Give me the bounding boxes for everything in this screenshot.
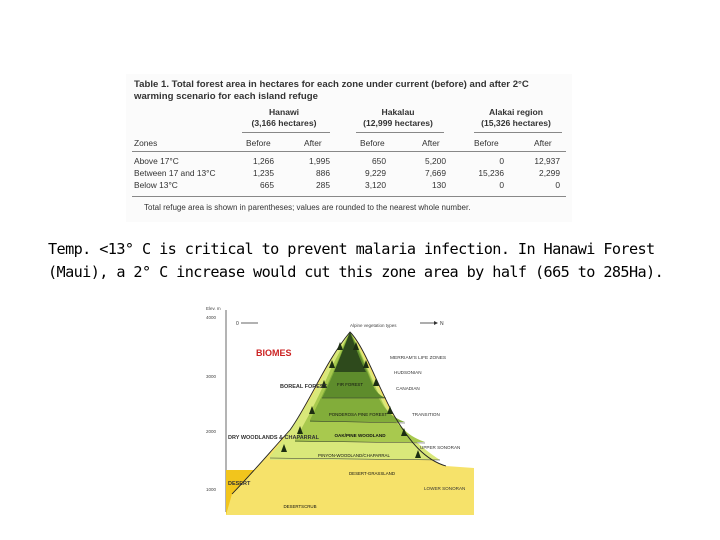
region-header-hanawi <box>234 107 334 129</box>
table-note: Total refuge area is shown in parentheses; values are rounded to the nearest whole number. <box>144 203 471 212</box>
table-title-line1: Table 1. Total forest area in hectares for each zone under current (before) and after 2°C <box>134 79 529 90</box>
after-header: After <box>304 138 322 148</box>
table-title <box>134 79 564 103</box>
dry-woodlands-label: DRY WOODLANDS & CHAPARRAL <box>228 435 319 441</box>
table-cell: 5,200 <box>425 156 446 166</box>
before-header: Before <box>246 138 271 148</box>
biomes-title: BIOMES <box>256 348 292 358</box>
before-header: Before <box>474 138 499 148</box>
table-cell: 886 <box>316 168 330 178</box>
forest-area-table <box>126 74 572 222</box>
belt-label: DESERTSCRUB <box>283 504 317 509</box>
region-rule <box>474 132 562 133</box>
table-cell: 12,937 <box>534 156 560 166</box>
arrow-left-label: 0 <box>236 321 239 327</box>
belt-label: PINYON-WOODLAND/CHAPARRAL <box>318 453 390 458</box>
elevation-axis-label: Elev. m <box>206 306 221 311</box>
elev-tick: 3000 <box>206 374 217 379</box>
elev-tick: 1000 <box>206 487 217 492</box>
belt-label: OAK/PINE WOODLAND <box>334 433 386 438</box>
belt-label: PONDEROSA PINE FOREST <box>328 412 388 417</box>
life-zone-label: TRANSITION <box>412 412 440 417</box>
life-zone-label: HUDSONIAN <box>394 370 422 375</box>
elev-tick: 4000 <box>206 315 217 320</box>
header-rule <box>132 151 566 152</box>
table-cell: 130 <box>432 180 446 190</box>
desert-label: DESERT <box>228 481 251 487</box>
region-area: (15,326 hectares) <box>481 118 551 128</box>
belt-label: FIR FOREST <box>336 382 364 387</box>
table-cell: 15,236 <box>478 168 504 178</box>
life-zone-label: LOWER SONORAN <box>424 486 466 491</box>
alpine-label: Alpine vegetation types <box>350 323 397 328</box>
table-cell: 1,235 <box>253 168 274 178</box>
biomes-elevation-diagram <box>200 302 474 515</box>
bottom-rule <box>132 196 566 197</box>
region-area: (12,999 hectares) <box>363 118 433 128</box>
table-cell: 650 <box>372 156 386 166</box>
arrow-right-label: N <box>440 321 444 327</box>
region-name: Hakalau <box>381 107 415 117</box>
caption <box>48 238 708 284</box>
after-header: After <box>534 138 552 148</box>
life-zone-label: CANADIAN <box>396 386 420 391</box>
table-cell: 2,299 <box>539 168 560 178</box>
table-cell: 7,669 <box>425 168 446 178</box>
region-name: Hanawi <box>268 107 300 117</box>
zone-label: Between 17 and 13°C <box>134 168 216 178</box>
table-cell: 0 <box>499 156 504 166</box>
zone-label: Below 13°C <box>134 180 178 190</box>
boreal-forest-label: BOREAL FOREST <box>280 384 327 390</box>
table-cell: 3,120 <box>365 180 386 190</box>
life-zones-title: MERRIAM'S LIFE ZONES <box>390 356 447 361</box>
belt-label: DESERT-GRASSLAND <box>348 471 396 476</box>
table-cell: 0 <box>555 180 560 190</box>
after-header: After <box>422 138 440 148</box>
table-cell: 665 <box>260 180 274 190</box>
region-header-hakalau <box>348 107 448 129</box>
region-name: Alakai region <box>489 107 543 117</box>
region-area: (3,166 hectares) <box>251 118 317 128</box>
region-rule <box>242 132 330 133</box>
table-cell: 285 <box>316 180 330 190</box>
table-cell: 9,229 <box>365 168 386 178</box>
caption-line1: Temp. <13° C is critical to prevent malaria infection. In Hanawi Forest <box>48 240 655 258</box>
table-cell: 0 <box>499 180 504 190</box>
table-cell: 1,266 <box>253 156 274 166</box>
table-title-line2: warming scenario for each island refuge <box>134 91 318 102</box>
before-header: Before <box>360 138 385 148</box>
life-zone-label: UPPER SONORAN <box>420 445 461 450</box>
table-cell: 1,995 <box>309 156 330 166</box>
zone-label: Above 17°C <box>134 156 179 166</box>
caption-line2: (Maui), a 2° C increase would cut this zone area by half (665 to 285Ha). <box>48 263 664 281</box>
zones-header: Zones <box>134 138 158 148</box>
region-header-alakai <box>466 107 566 129</box>
region-rule <box>356 132 444 133</box>
elev-tick: 2000 <box>206 429 217 434</box>
